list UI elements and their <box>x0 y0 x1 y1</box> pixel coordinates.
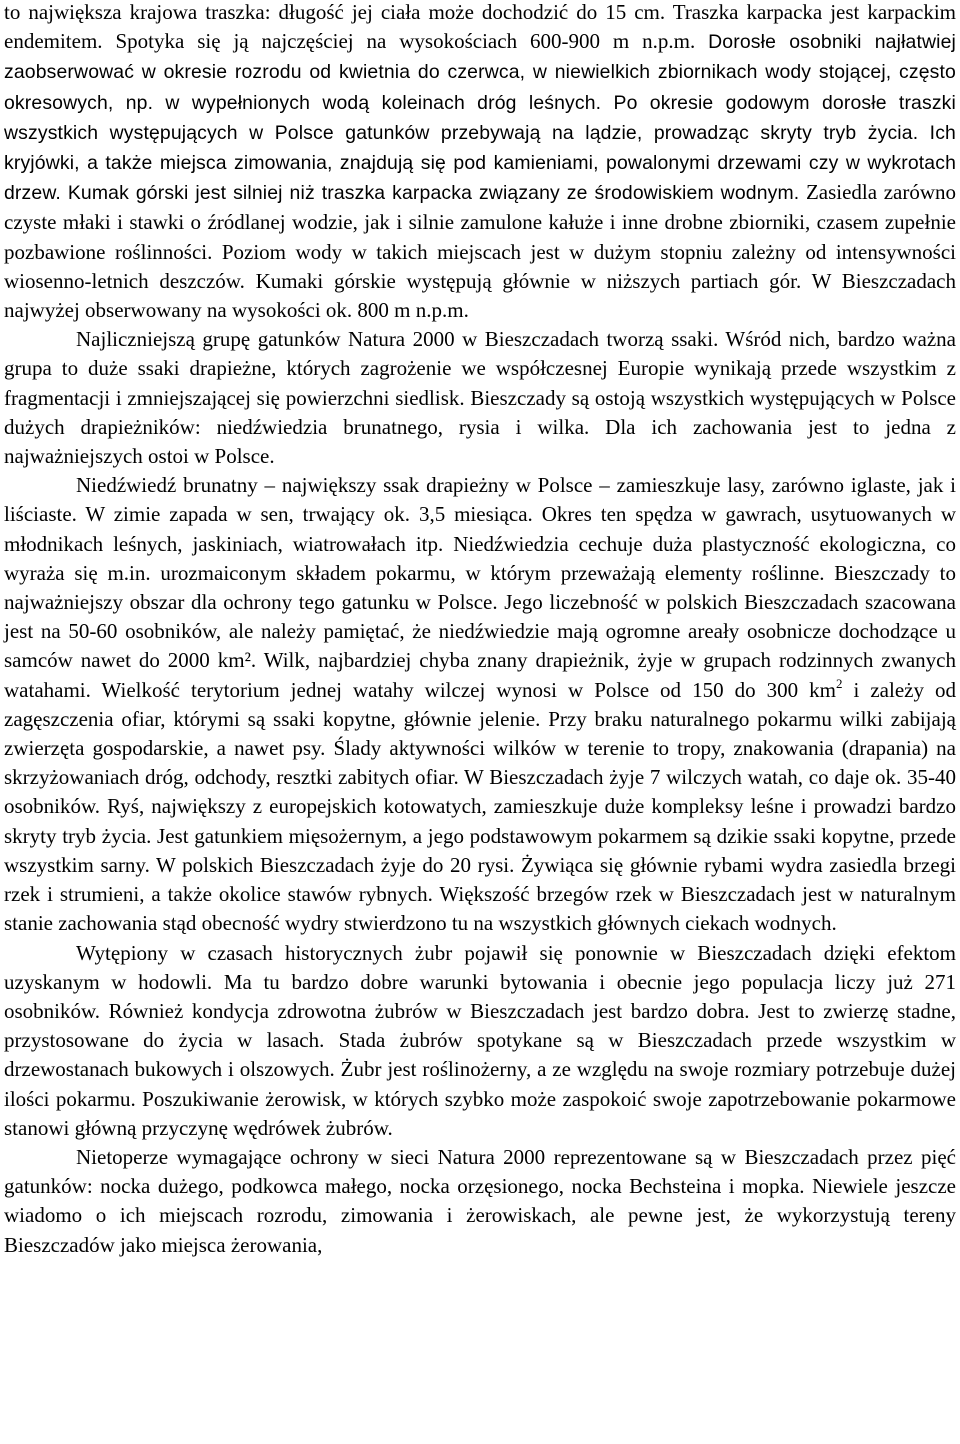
document-page <box>4 0 956 1260</box>
newt-text-serif: to największa krajowa traszka: długość jej ciała może dochodzić do 15 cm. Traszka karpacka jest karpackim endemitem. Spotyka się ją najczęściej na wysokościach 600-900 m n.p.m. <box>4 0 956 54</box>
paragraph-newts <box>4 0 956 325</box>
bear-wolf-text: Niedźwiedź brunatny – największy ssak drapieżny w Polsce – zamieszkuje lasy, zarówno iglaste, jak i liściaste. W zimie zapada w sen, trwający ok. 3,5 miesiąca. Okres ten spędza w gawrach, usytuowanych w młodnikach leśnych, jaskiniach, wiatrowałach itp. Niedźwiedzia cechuje duża plastyczność ekologiczna, co wyraża się m.in. urozmaiconym składem pokarmu, w którym przeważają elementy roślinne. Bieszczady to najważniejszy obszar dla ochrony tego gatunku w Polsce. Jego liczebność w polskich Bieszczadach szacowana jest na 50-60 osobników, ale należy pamiętać, że niedźwiedzie mają ogromne areały osobnicze dochodzące u samców nawet do 2000 km². Wilk, najbardziej chyba znany drapieżnik, żyje w grupach rodzinnych zwanych watahami. Wielkość terytorium jednej watahy wilczej wynosi w Polsce od 150 do 300 km <box>4 473 956 702</box>
newt-text-sans: Dorosłe osobniki najłatwiej zaobserwować w okresie rozrodu od kwietnia do czerwca, w niewielkich zbiornikach wody stojącej, często okresowych, np. w wypełnionych wodą koleinach dróg leśnych. Po okresie godowym dorosłe traszki wszystkich występujących w Polsce gatunków przebywają na lądzie, prowadząc skryty tryb życia. Ich kryjówki, a także miejsca zimowania, znajdują się pod kamieniami, powalonymi drzewami czy w wykrotach drzew. Kumak górski jest silniej niż traszka karpacka związany ze środowiskiem wodnym. <box>4 31 957 205</box>
toad-text-serif: Zasiedla zarówno czyste młaki i stawki o źródlanej wodzie, jak i silnie zamulone kałuże i inne drobne zbiorniki, czasem zupełnie pozbawione roślinności. Poziom wody w takich miejscach jest w dużym stopniu zależny od intensywności wiosenno-letnich deszczów. Kumaki górskie występują głównie w niższych partiach gór. W Bieszczadach najwyżej obserwowany na wysokości ok. 800 m n.p.m. <box>4 180 956 323</box>
paragraph-bear-wolf-lynx-otter <box>4 471 956 938</box>
paragraph-bison: Wytępiony w czasach historycznych żubr pojawił się ponownie w Bieszczadach dzięki efektom uzyskanym w hodowli. Ma tu bardzo dobre warunki bytowania i obecnie jego populacja liczy już 271 osobników. Również kondycja zdrowotna żubrów w Bieszczadach jest bardzo dobra. Jest to zwierzę stadne, przystosowane do życia w lasach. Stada żubrów spotykane są w Bieszczadach przede wszystkim w drzewostanach bukowych i olszowych. Żubr jest roślinożerny, a ze względu na swoje rozmiary potrzebuje dużej ilości pokarmu. Poszukiwanie żerowisk, w których szybko może zaspokoić swoje zapotrzebowanie pokarmowe stanowi główną przyczynę wędrówek żubrów. <box>4 940 956 1140</box>
paragraph-mammals: Najliczniejszą grupę gatunków Natura 2000 w Bieszczadach tworzą ssaki. Wśród nich, bardzo ważna grupa to duże ssaki drapieżne, których zagrożenie we współczesnej Europie wynikają przede wszystkim z fragmentacji i zmniejszającej się powierzchni siedlisk. Bieszczady są ostoją wszystkich występujących w Polsce dużych drapieżników: niedźwiedzia brunatnego, rysia i wilka. Dla ich zachowania jest to jedna z najważniejszych ostoi w Polsce. <box>4 327 956 469</box>
wolf-lynx-otter-text: i zależy od zagęszczenia ofiar, którymi są ssaki kopytne, głównie jelenie. Przy braku naturalnego pokarmu wilki zabijają zwierzęta gospodarskie, a nawet psy. Ślady aktywności wilków w terenie to tropy, znakowania (drapania) na skrzyżowaniach dróg, odchody, resztki zabitych ofiar. W Bieszczadach żyje 7 wilczych watah, co daje ok. 35-40 osobników. Ryś, największy z europejskich kotowatych, zamieszkuje duże kompleksy leśne i prowadzi bardzo skryty tryb życia. Jest gatunkiem mięsożernym, a jego podstawowym pokarmem są dzikie ssaki kopytne, przede wszystkim sarny. W polskich Bieszczadach żyje do 20 rysi. Żywiąca się głównie rybami wydra zasiedla brzegi rzek i strumieni, a także okolice stawów rybnych. Większość brzegów rzek w Bieszczadach jest w naturalnym stanie zachowania stąd obecność wydry stwierdzono tu na wszystkich głównych ciekach wodnych. <box>4 677 957 936</box>
superscript-2: 2 <box>835 675 843 691</box>
paragraph-bats: Nietoperze wymagające ochrony w sieci Natura 2000 reprezentowane są w Bieszczadach przez pięć gatunków: nocka dużego, podkowca małego, nocka orzęsionego, nocka Bechsteina i mopka. Niewiele jeszcze wiadomo o ich miejscach rozrodu, zimowania i żerowiskach, ale pewne jest, że wykorzystują tereny Bieszczadów jako miejsca żerowania, <box>4 1144 956 1257</box>
